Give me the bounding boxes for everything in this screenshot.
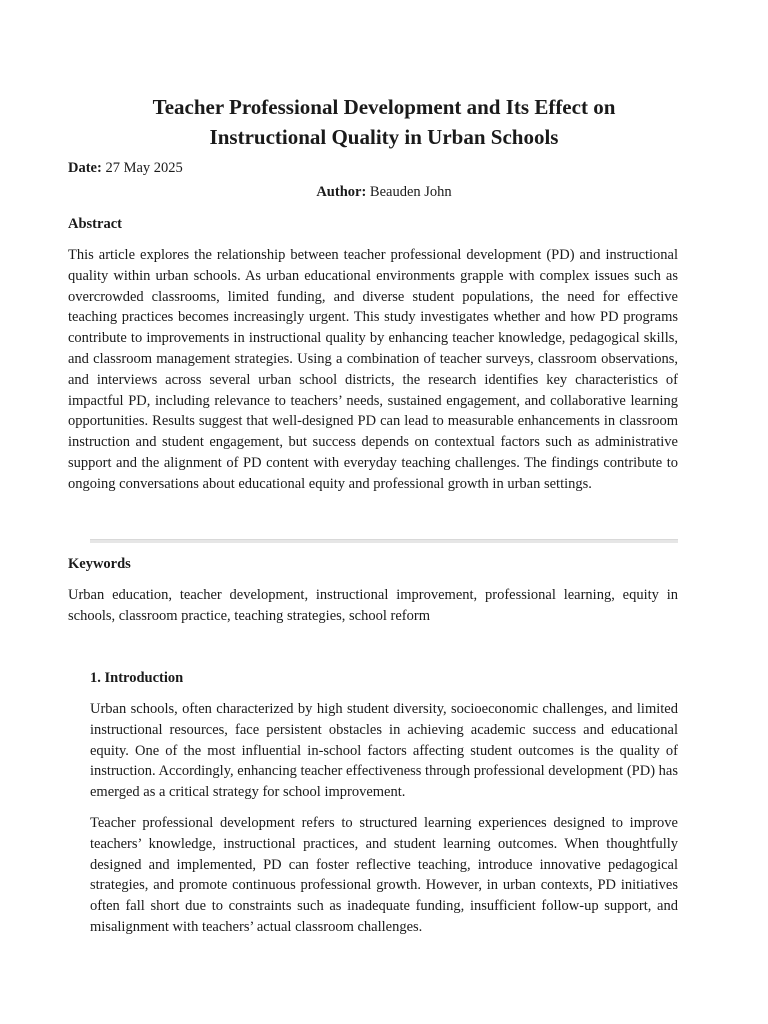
paper-title-line-2: Instructional Quality in Urban Schools	[209, 125, 559, 149]
introduction-heading: 1. Introduction	[90, 670, 184, 686]
section-divider	[90, 539, 678, 543]
date-label: Date:	[68, 160, 102, 176]
keywords-heading: Keywords	[68, 556, 131, 572]
author-label: Author:	[316, 184, 367, 200]
keywords-paragraph: Urban education, teacher development, instructional improvement, professional learning, equity in schools, classroom practice, teaching strategies, school reform	[68, 587, 678, 624]
author-line	[0, 182, 768, 202]
author-value: Beauden John	[369, 184, 452, 200]
paper-title-line-1: Teacher Professional Development and Its Effect on	[152, 95, 616, 119]
introduction-paragraph-2: Teacher professional development refers to structured learning experiences designed to improve teachers’ knowledge, instructional practices, and student learning outcomes. When thoughtfully designed and implemented, PD can foster reflective teaching, introduce innovative pedagogical strategies, and promote continuous professional growth. However, in urban contexts, PD initiatives often fall short due to constraints such as inadequate funding, insufficient follow-up support, and misalignment with teachers’ actual classroom challenges.	[90, 815, 678, 935]
paper-title	[60, 92, 708, 152]
abstract-paragraph: This article explores the relationship between teacher professional development (PD) and instructional quality within urban schools. As urban educational environments grapple with complex issues such as overcrowded classrooms, limited funding, and diverse student populations, the need for effective teaching practices becomes increasingly urgent. This study investigates whether and how PD programs contribute to improvements in instructional quality by enhancing teacher knowledge, pedagogical skills, and classroom management strategies. Using a combination of teacher surveys, classroom observations, and interviews across several urban school districts, the research identifies key characteristics of impactful PD, including relevance to teachers’ needs, sustained engagement, and collaborative learning opportunities. Results suggest that well-designed PD can lead to measurable enhancements in classroom instruction and student engagement, but success depends on contextual factors such as administrative support and the alignment of PD content with everyday teaching challenges. The findings contribute to ongoing conversations about educational equity and professional growth in urban settings.	[68, 247, 678, 492]
date-value: 27 May 2025	[105, 160, 183, 176]
abstract-heading: Abstract	[68, 216, 122, 232]
date-line	[68, 158, 183, 178]
introduction-paragraph-1: Urban schools, often characterized by high student diversity, socioeconomic challenges, and limited instructional resources, face persistent obstacles in achieving academic success and educational equity. One of the most influential in-school factors affecting student outcomes is the quality of instruction. Accordingly, enhancing teacher effectiveness through professional development (PD) has emerged as a critical strategy for school improvement.	[90, 701, 678, 801]
